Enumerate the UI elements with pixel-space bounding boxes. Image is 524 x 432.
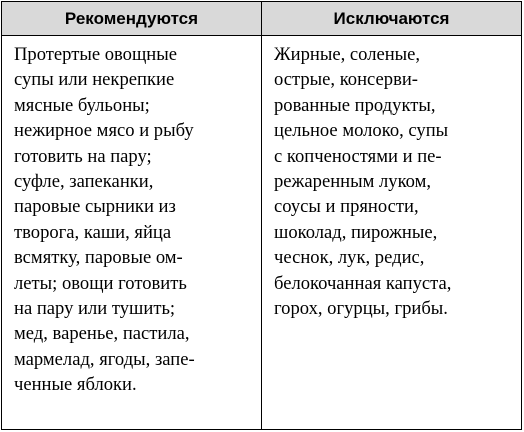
recommended-line: мед, варенье, пастила, xyxy=(14,323,190,345)
recommended-line: всмятку, паровые ом- xyxy=(14,247,183,269)
excluded-header: Исключаются xyxy=(262,2,521,36)
recommended-line: творога, каши, яйца xyxy=(14,221,172,243)
excluded-column xyxy=(262,2,521,429)
recommended-line: мармелад, ягоды, запе- xyxy=(14,348,195,370)
excluded-line: шоколад, пирожные, xyxy=(274,221,438,243)
recommended-line: мясные бульоны; xyxy=(14,94,150,116)
recommended-line: на пару или тушить; xyxy=(14,298,176,320)
recommended-line: супы или некрепкие xyxy=(14,69,175,91)
excluded-line: режаренным луком, xyxy=(274,171,432,193)
excluded-line: горох, огурцы, грибы. xyxy=(274,298,448,320)
recommended-line: суфле, запеканки, xyxy=(14,171,154,193)
recommended-line: паровые сырники из xyxy=(14,196,176,218)
excluded-line: цельное молоко, супы xyxy=(274,120,449,142)
excluded-line: с копченостями и пе- xyxy=(274,145,442,167)
excluded-line: чеснок, лук, редис, xyxy=(274,247,425,269)
excluded-line: белокочанная капуста, xyxy=(274,272,452,294)
recommended-header: Рекомендуются xyxy=(2,2,261,36)
recommended-line: ченные яблоки. xyxy=(14,374,137,396)
excluded-line: соусы и пряности, xyxy=(274,196,419,218)
recommended-line: нежирное мясо и рыбу xyxy=(14,120,194,142)
excluded-line: рованные продукты, xyxy=(274,94,436,116)
excluded-cell xyxy=(262,36,521,321)
recommended-cell xyxy=(2,36,261,398)
recommended-column xyxy=(2,2,262,429)
recommended-line: готовить на пару; xyxy=(14,145,152,167)
recommended-line: Протертые овощные xyxy=(14,44,177,65)
diet-table xyxy=(1,1,522,430)
recommended-line: леты; овощи готовить xyxy=(14,272,187,294)
excluded-line: Жирные, соленые, xyxy=(274,44,421,65)
excluded-line: острые, консерви- xyxy=(274,69,418,91)
